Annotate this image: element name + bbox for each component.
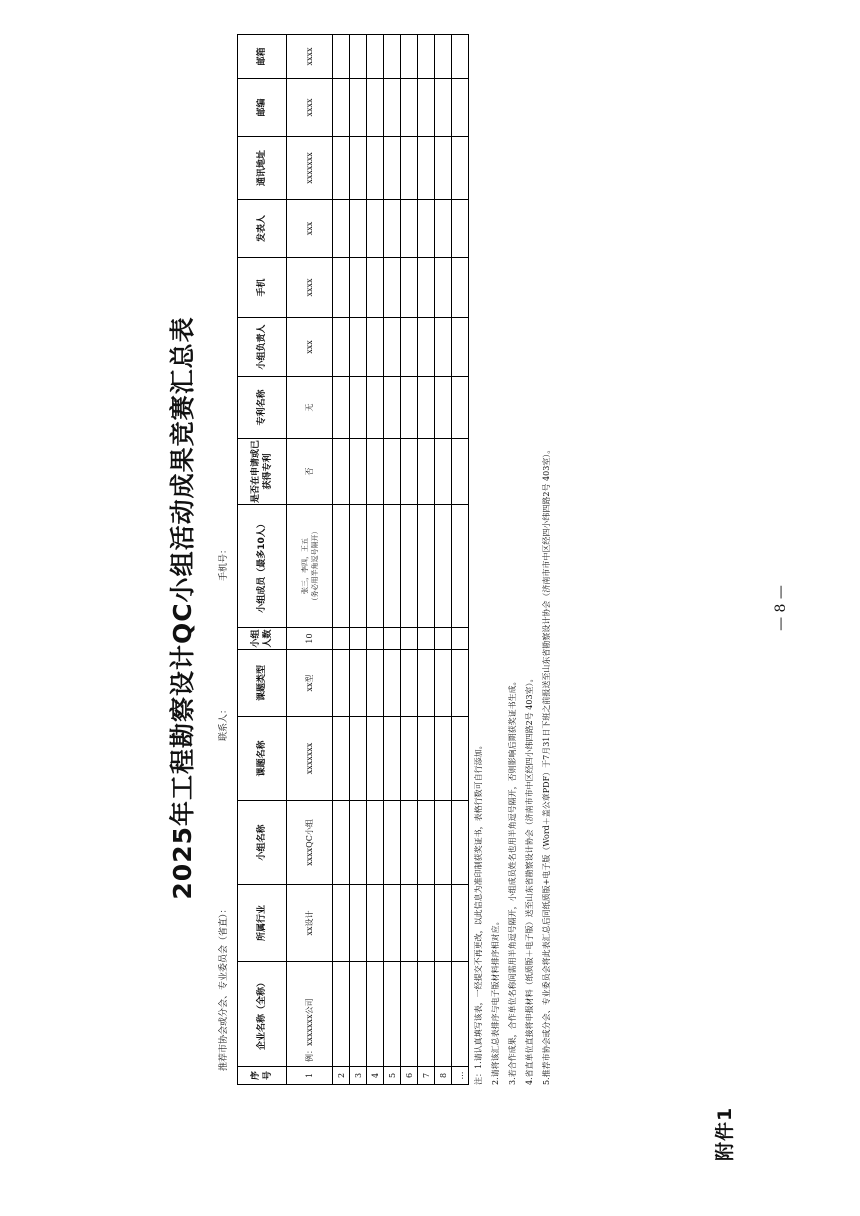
empty-cell	[401, 505, 418, 628]
summary-table	[237, 34, 469, 1085]
empty-cell	[350, 137, 367, 200]
empty-cell	[350, 79, 367, 137]
table-header-row	[238, 35, 287, 1085]
header-patent-flag: 是否在申请或已获得专利	[238, 439, 287, 505]
empty-cell	[418, 318, 435, 377]
row-number: 2	[333, 1067, 350, 1085]
header-seq: 序号	[238, 1067, 287, 1085]
table-row	[452, 35, 469, 1085]
empty-cell	[452, 439, 469, 505]
empty-cell	[435, 885, 452, 962]
empty-cell	[435, 35, 452, 79]
empty-cell	[452, 505, 469, 628]
empty-cell	[384, 628, 401, 650]
empty-cell	[435, 650, 452, 717]
empty-cell	[350, 628, 367, 650]
empty-cell	[452, 137, 469, 200]
empty-cell	[452, 650, 469, 717]
header-mobile: 手机	[238, 258, 287, 318]
empty-cell	[367, 318, 384, 377]
empty-cell	[384, 650, 401, 717]
header-company: 企业名称（全称）	[238, 962, 287, 1067]
empty-cell	[418, 717, 435, 801]
empty-cell	[367, 505, 384, 628]
empty-cell	[401, 35, 418, 79]
empty-cell	[418, 200, 435, 258]
header-email: 邮箱	[238, 35, 287, 79]
empty-cell	[418, 962, 435, 1067]
empty-cell	[452, 200, 469, 258]
empty-cell	[384, 801, 401, 885]
cell-email: xxxx	[287, 35, 333, 79]
empty-cell	[333, 258, 350, 318]
row-number: 5	[384, 1067, 401, 1085]
empty-cell	[350, 318, 367, 377]
empty-cell	[401, 717, 418, 801]
cell-type: xx型	[287, 650, 333, 717]
empty-cell	[384, 439, 401, 505]
empty-cell	[435, 717, 452, 801]
cell-members	[287, 505, 333, 628]
empty-cell	[418, 79, 435, 137]
cell-postcode: xxxx	[287, 79, 333, 137]
empty-cell	[452, 801, 469, 885]
empty-cell	[418, 137, 435, 200]
empty-cell	[452, 717, 469, 801]
empty-cell	[435, 439, 452, 505]
empty-cell	[384, 79, 401, 137]
empty-cell	[418, 258, 435, 318]
empty-cell	[367, 962, 384, 1067]
cell-seq: 1	[287, 1067, 333, 1085]
cell-address: xxxxxxx	[287, 137, 333, 200]
cell-topic: xxxxxxx	[287, 717, 333, 801]
empty-cell	[367, 137, 384, 200]
empty-cell	[333, 35, 350, 79]
empty-cell	[435, 505, 452, 628]
empty-cell	[418, 35, 435, 79]
empty-cell	[418, 885, 435, 962]
row-number: 6	[401, 1067, 418, 1085]
empty-cell	[333, 505, 350, 628]
note-3: 3.若合作成果，合作单位名称间需用半角逗号隔开，小组成员姓名也用半角逗号隔开，否则影响后期获奖证书生成。	[508, 677, 517, 1085]
empty-cell	[350, 717, 367, 801]
empty-cell	[435, 377, 452, 439]
table-row-example	[287, 35, 333, 1085]
empty-cell	[401, 258, 418, 318]
empty-cell	[333, 318, 350, 377]
empty-cell	[401, 200, 418, 258]
empty-cell	[418, 377, 435, 439]
row-number: 7	[418, 1067, 435, 1085]
table-row	[367, 35, 384, 1085]
cell-patent-flag: 否	[287, 439, 333, 505]
empty-cell	[350, 377, 367, 439]
empty-cell	[418, 628, 435, 650]
empty-cell	[401, 137, 418, 200]
cell-patent-name: 无	[287, 377, 333, 439]
note-1: 注：1.请认真填写该表，一经提交不再更改，以此信息为准印制获奖证书，表格行数可自行添加。	[474, 741, 483, 1085]
empty-cell	[350, 439, 367, 505]
row-number: …	[452, 1067, 469, 1085]
empty-cell	[333, 200, 350, 258]
empty-cell	[367, 35, 384, 79]
empty-cell	[350, 962, 367, 1067]
empty-cell	[418, 650, 435, 717]
empty-cell	[367, 258, 384, 318]
empty-cell	[333, 377, 350, 439]
empty-cell	[367, 79, 384, 137]
empty-cell	[333, 962, 350, 1067]
empty-cell	[401, 885, 418, 962]
empty-cell	[367, 200, 384, 258]
recommender-label: 推荐市协会或分会、专业委员会（省直）：	[219, 904, 229, 1071]
empty-cell	[367, 885, 384, 962]
empty-cell	[333, 885, 350, 962]
empty-cell	[350, 258, 367, 318]
empty-cell	[435, 801, 452, 885]
empty-cell	[435, 258, 452, 318]
note-2: 2.请将该汇总表排序与电子版材料排序相对应。	[491, 917, 500, 1085]
header-postcode: 邮编	[238, 79, 287, 137]
empty-cell	[333, 717, 350, 801]
header-address: 通讯地址	[238, 137, 287, 200]
header-topic: 课题名称	[238, 717, 287, 801]
empty-cell	[401, 650, 418, 717]
empty-cell	[384, 137, 401, 200]
empty-rows	[333, 35, 469, 1085]
note-5: 5.推荐市协会或分会、专业委员会将此表汇总后同纸质版+电子版（Word＋盖公章PDF）于7月31日下班之前报送至山东省勘察设计协会（济南市市中区经四小纬四路2号 403室）。	[542, 445, 551, 1085]
cell-presenter: xxx	[287, 200, 333, 258]
empty-cell	[401, 377, 418, 439]
phone-label: 手机号：	[219, 544, 229, 581]
empty-cell	[452, 79, 469, 137]
cell-leader: xxx	[287, 318, 333, 377]
empty-cell	[452, 258, 469, 318]
table-row	[384, 35, 401, 1085]
empty-cell	[350, 650, 367, 717]
empty-cell	[367, 717, 384, 801]
page-title: 2025年工程勘察设计QC小组活动成果竞赛汇总表	[168, 316, 197, 900]
header-presenter: 发表人	[238, 200, 287, 258]
empty-cell	[333, 801, 350, 885]
empty-cell	[452, 35, 469, 79]
empty-cell	[333, 650, 350, 717]
empty-cell	[401, 439, 418, 505]
table-row	[401, 35, 418, 1085]
empty-cell	[401, 628, 418, 650]
table-row	[435, 35, 452, 1085]
empty-cell	[367, 801, 384, 885]
empty-cell	[384, 35, 401, 79]
empty-cell	[435, 200, 452, 258]
empty-cell	[333, 628, 350, 650]
row-number: 3	[350, 1067, 367, 1085]
empty-cell	[452, 962, 469, 1067]
empty-cell	[350, 885, 367, 962]
table-row	[418, 35, 435, 1085]
empty-cell	[384, 717, 401, 801]
empty-cell	[401, 79, 418, 137]
empty-cell	[452, 885, 469, 962]
row-number: 8	[435, 1067, 452, 1085]
empty-cell	[333, 79, 350, 137]
members-names: 张三，李四，王五	[300, 538, 309, 594]
empty-cell	[452, 318, 469, 377]
empty-cell	[367, 650, 384, 717]
contact-label: 联系人：	[219, 704, 229, 741]
row-number: 4	[367, 1067, 384, 1085]
empty-cell	[384, 377, 401, 439]
empty-cell	[367, 628, 384, 650]
header-group: 小组名称	[238, 801, 287, 885]
header-patent-name: 专利名称	[238, 377, 287, 439]
empty-cell	[350, 801, 367, 885]
empty-cell	[418, 505, 435, 628]
header-count: 小组人数	[238, 628, 287, 650]
cell-group: xxxxQC小组	[287, 801, 333, 885]
table-row	[350, 35, 367, 1085]
empty-cell	[452, 628, 469, 650]
empty-cell	[367, 439, 384, 505]
empty-cell	[384, 200, 401, 258]
empty-cell	[401, 318, 418, 377]
empty-cell	[333, 439, 350, 505]
page-number: — 8 —	[773, 585, 789, 631]
empty-cell	[435, 962, 452, 1067]
cell-count: 10	[287, 628, 333, 650]
empty-cell	[350, 200, 367, 258]
empty-cell	[435, 137, 452, 200]
empty-cell	[384, 505, 401, 628]
empty-cell	[384, 885, 401, 962]
table-row	[333, 35, 350, 1085]
empty-cell	[435, 79, 452, 137]
notes-block	[470, 446, 555, 1085]
empty-cell	[350, 35, 367, 79]
empty-cell	[350, 505, 367, 628]
members-hint: （务必用半角逗号隔开）	[310, 527, 319, 605]
attachment-label: 附件1	[714, 1106, 736, 1161]
empty-cell	[418, 439, 435, 505]
empty-cell	[401, 962, 418, 1067]
header-leader: 小组负责人	[238, 318, 287, 377]
empty-cell	[418, 801, 435, 885]
empty-cell	[367, 377, 384, 439]
empty-cell	[435, 318, 452, 377]
header-members: 小组成员（最多10人）	[238, 505, 287, 628]
empty-cell	[384, 258, 401, 318]
empty-cell	[401, 801, 418, 885]
header-industry: 所属行业	[238, 885, 287, 962]
cell-industry: xx设计	[287, 885, 333, 962]
cell-mobile: xxxx	[287, 258, 333, 318]
empty-cell	[452, 377, 469, 439]
empty-cell	[384, 962, 401, 1067]
cell-company: 例：xxxxxxx公司	[287, 962, 333, 1067]
note-4: 4.省直单位直接将申报材料（纸质版＋电子版）送至山东省勘察设计协会（济南市市中区经四小纬四路2号 403室）。	[525, 674, 534, 1085]
empty-cell	[435, 628, 452, 650]
header-type: 课题类型	[238, 650, 287, 717]
empty-cell	[333, 137, 350, 200]
empty-cell	[384, 318, 401, 377]
